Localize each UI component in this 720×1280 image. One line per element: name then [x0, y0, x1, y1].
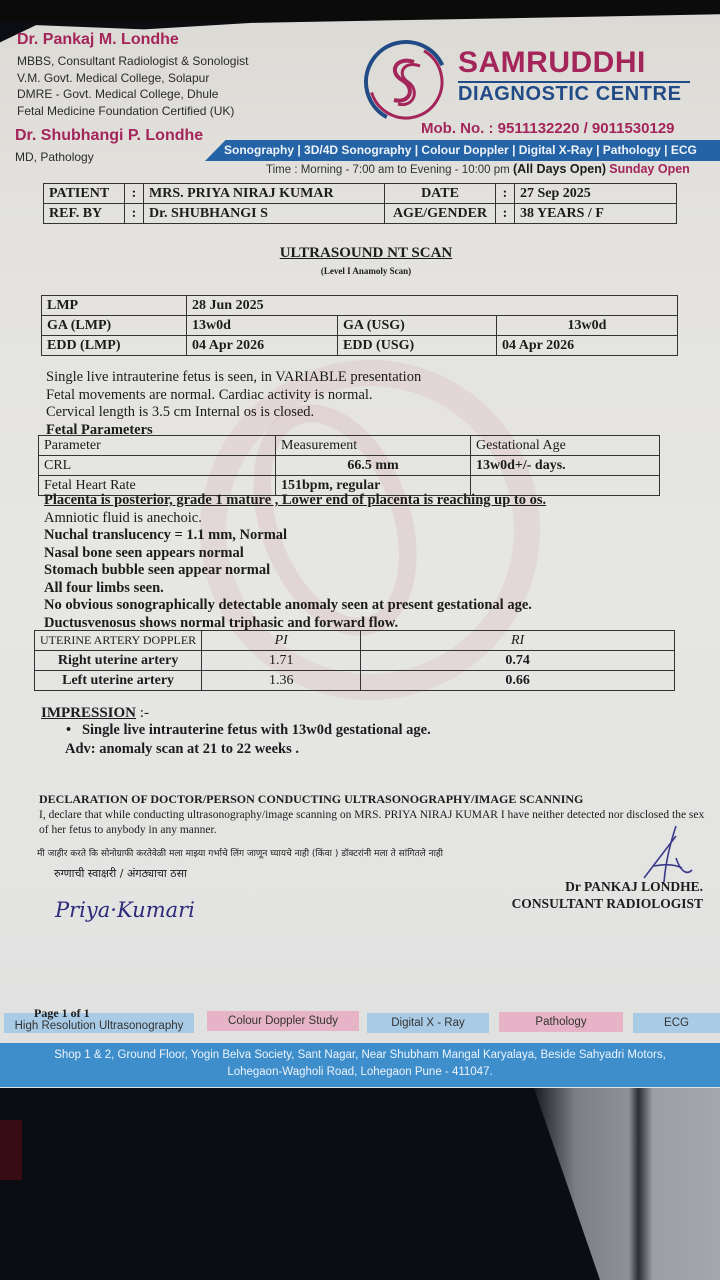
ri-value: 0.66	[361, 671, 675, 691]
separator: :	[125, 184, 144, 204]
impression-text: Single live intrauterine fetus with 13w0d gestational age.	[81, 722, 431, 738]
ga-usg-value: 13w0d	[497, 316, 678, 336]
age-gender-value: 38 YEARS / F	[515, 204, 677, 224]
pi-value: 1.71	[202, 651, 361, 671]
impression-heading	[41, 705, 149, 722]
finding-line: Fetal movements are normal. Cardiac activity is normal.	[46, 386, 373, 403]
footer-service-ecg: ECG	[633, 1013, 720, 1033]
column-header: PI	[202, 631, 361, 651]
column-header: Parameter	[39, 436, 276, 456]
edd-usg-value: 04 Apr 2026	[497, 336, 678, 356]
date-label: DATE	[385, 184, 496, 204]
finding-line: Nuchal translucency = 1.1 mm, Normal	[44, 527, 288, 543]
column-header: RI	[361, 631, 675, 651]
declaration-marathi: मी जाहीर करते कि सोनोग्राफी करतेवेळी मला माझ्या गर्भाचे लिंग जाणून घ्यायचे नाही (किंवा ) डॉक्टरांनी मला ते सांगितले नाही	[37, 849, 444, 859]
bullet-icon: •	[66, 722, 82, 738]
impression-label: IMPRESSION	[41, 705, 137, 721]
column-header: Gestational Age	[471, 436, 660, 456]
report-date: 27 Sep 2025	[515, 184, 677, 204]
table-row	[35, 651, 675, 671]
column-header: Measurement	[276, 436, 471, 456]
parameter-ga: 13w0d+/- days.	[471, 456, 660, 476]
patient-label: PATIENT	[44, 184, 125, 204]
pi-value: 1.36	[202, 671, 361, 691]
doctor2-credentials: MD, Pathology	[15, 150, 94, 164]
patient-signature: Priya·Kumari	[55, 898, 195, 922]
table-row	[39, 456, 660, 476]
fetal-parameters-heading: Fetal Parameters	[46, 421, 153, 438]
report-subtitle: (Level I Anamoly Scan)	[320, 266, 412, 276]
parameter-name: Fetal Heart Rate	[39, 476, 276, 496]
footer-service-xray: Digital X - Ray	[367, 1013, 489, 1033]
impression-suffix: :-	[136, 705, 149, 721]
address-band	[0, 1043, 720, 1087]
doctor2-name: Dr. Shubhangi P. Londhe	[15, 127, 204, 144]
ga-lmp-label: GA (LMP)	[42, 316, 187, 336]
table-row	[35, 631, 675, 651]
finding-line: Ductusvenosus shows normal triphasic and forward flow.	[44, 614, 399, 631]
brand-name: SAMRUDDHI	[458, 46, 646, 79]
timing-hours: Time : Morning - 7:00 am to Evening - 10:00 pm	[266, 164, 510, 176]
parameter-measurement: 151bpm, regular	[276, 476, 471, 496]
footer-service-ultrasonography: High Resolution Ultrasonography	[4, 1013, 194, 1033]
placenta-finding: Placenta is posterior, grade 1 mature , Lower end of placenta is reaching up to os.	[44, 492, 547, 508]
patient-info-table	[43, 183, 677, 224]
ref-label: REF. BY	[44, 204, 125, 224]
doctor1-name: Dr. Pankaj M. Londhe	[17, 31, 179, 48]
table-row	[39, 436, 660, 456]
table-row	[42, 336, 678, 356]
finding-line: Stomach bubble seen appear normal	[44, 562, 271, 578]
timing-days: (All Days Open)	[512, 162, 607, 176]
dates-table	[41, 295, 678, 356]
table-row	[44, 204, 677, 224]
signoff-designation: CONSULTANT RADIOLOGIST	[511, 896, 703, 911]
address-line: Shop 1 & 2, Ground Floor, Yogin Belva Society, Sant Nagar, Near Shubham Mangal Karyalaya, Beside Sahyadri Motors,	[54, 1049, 666, 1061]
credential-line: MBBS, Consultant Radiologist & Sonologist	[17, 54, 249, 68]
finding-line: All four limbs seen.	[44, 579, 164, 596]
findings	[44, 492, 546, 632]
column-header: UTERINE ARTERY DOPPLER	[35, 631, 202, 651]
signoff-doctor: Dr PANKAJ LONDHE.	[565, 879, 703, 894]
edd-lmp-value: 04 Apr 2026	[187, 336, 338, 356]
patient-name: MRS. PRIYA NIRAJ KUMAR	[144, 184, 385, 204]
impression-advice: Adv: anomaly scan at 21 to 22 weeks .	[65, 741, 300, 757]
uterine-doppler-table	[34, 630, 675, 691]
edd-usg-label: EDD (USG)	[338, 336, 497, 356]
patient-sign-label: रुग्णाची स्वाक्षरी / अंगठ्याचा ठसा	[54, 867, 187, 880]
lmp-label: LMP	[42, 296, 187, 316]
lmp-value: 28 Jun 2025	[187, 296, 678, 316]
ga-usg-label: GA (USG)	[338, 316, 497, 336]
table-row	[44, 184, 677, 204]
address-line: Lohegaon-Wagholi Road, Lohegaon Pune - 411047.	[227, 1066, 493, 1078]
doctor1-credentials	[17, 53, 248, 119]
footer-service-pathology: Pathology	[499, 1012, 623, 1032]
finding-line: Cervical length is 3.5 cm Internal os is closed.	[46, 404, 315, 420]
fetal-parameters-table	[38, 435, 660, 496]
timing	[266, 162, 690, 176]
separator: :	[125, 204, 144, 224]
artery-name: Right uterine artery	[35, 651, 202, 671]
artery-name: Left uterine artery	[35, 671, 202, 691]
finding-line: Single live intrauterine fetus is seen, in VARIABLE presentation	[46, 369, 422, 385]
brand-subtitle: DIAGNOSTIC CENTRE	[458, 83, 682, 105]
report-title: ULTRASOUND NT SCAN	[279, 245, 453, 261]
parameter-measurement: 66.5 mm	[276, 456, 471, 476]
timing-sunday: Sunday Open	[609, 162, 690, 176]
photo-background-object	[0, 1120, 22, 1180]
ga-lmp-value: 13w0d	[187, 316, 338, 336]
credential-line: Fetal Medicine Foundation Certified (UK)	[17, 103, 235, 118]
age-gender-label: AGE/GENDER	[385, 204, 496, 224]
footer-service-doppler: Colour Doppler Study	[207, 1011, 359, 1031]
separator: :	[496, 184, 515, 204]
finding-line: Nasal bone seen appears normal	[44, 544, 244, 561]
page-number: Page 1 of 1	[34, 1006, 90, 1020]
signoff	[500, 878, 703, 912]
declaration-text: I, declare that while conducting ultrasonography/image scanning on MRS. PRIYA NIRAJ KUMAR I have neither detected nor disclosed the sex of her fetus to anybody in any manner.	[39, 809, 705, 836]
credential-line: V.M. Govt. Medical College, Solapur	[17, 70, 210, 85]
amniotic-finding: Amniotic fluid is anechoic.	[44, 509, 202, 526]
edd-lmp-label: EDD (LMP)	[42, 336, 187, 356]
double-s-logo-icon	[362, 38, 450, 126]
credential-line: DMRE - Govt. Medical College, Dhule	[17, 87, 219, 101]
table-row	[42, 316, 678, 336]
findings-intro	[46, 369, 421, 439]
finding-line: No obvious sonographically detectable anomaly seen at present gestational age.	[44, 597, 532, 613]
table-row	[42, 296, 678, 316]
table-row	[35, 671, 675, 691]
mobile-numbers: Mob. No. : 9511132220 / 9011530129	[421, 120, 675, 137]
services-list: Sonography | 3D/4D Sonography | Colour Doppler | Digital X-Ray | Pathology | ECG	[224, 143, 697, 157]
declaration-heading: DECLARATION OF DOCTOR/PERSON CONDUCTING ULTRASONOGRAPHY/IMAGE SCANNING	[39, 792, 584, 806]
referring-doctor: Dr. SHUBHANGI S	[144, 204, 385, 224]
impression-bullet	[66, 722, 431, 740]
parameter-name: CRL	[39, 456, 276, 476]
ri-value: 0.74	[361, 651, 675, 671]
separator: :	[496, 204, 515, 224]
